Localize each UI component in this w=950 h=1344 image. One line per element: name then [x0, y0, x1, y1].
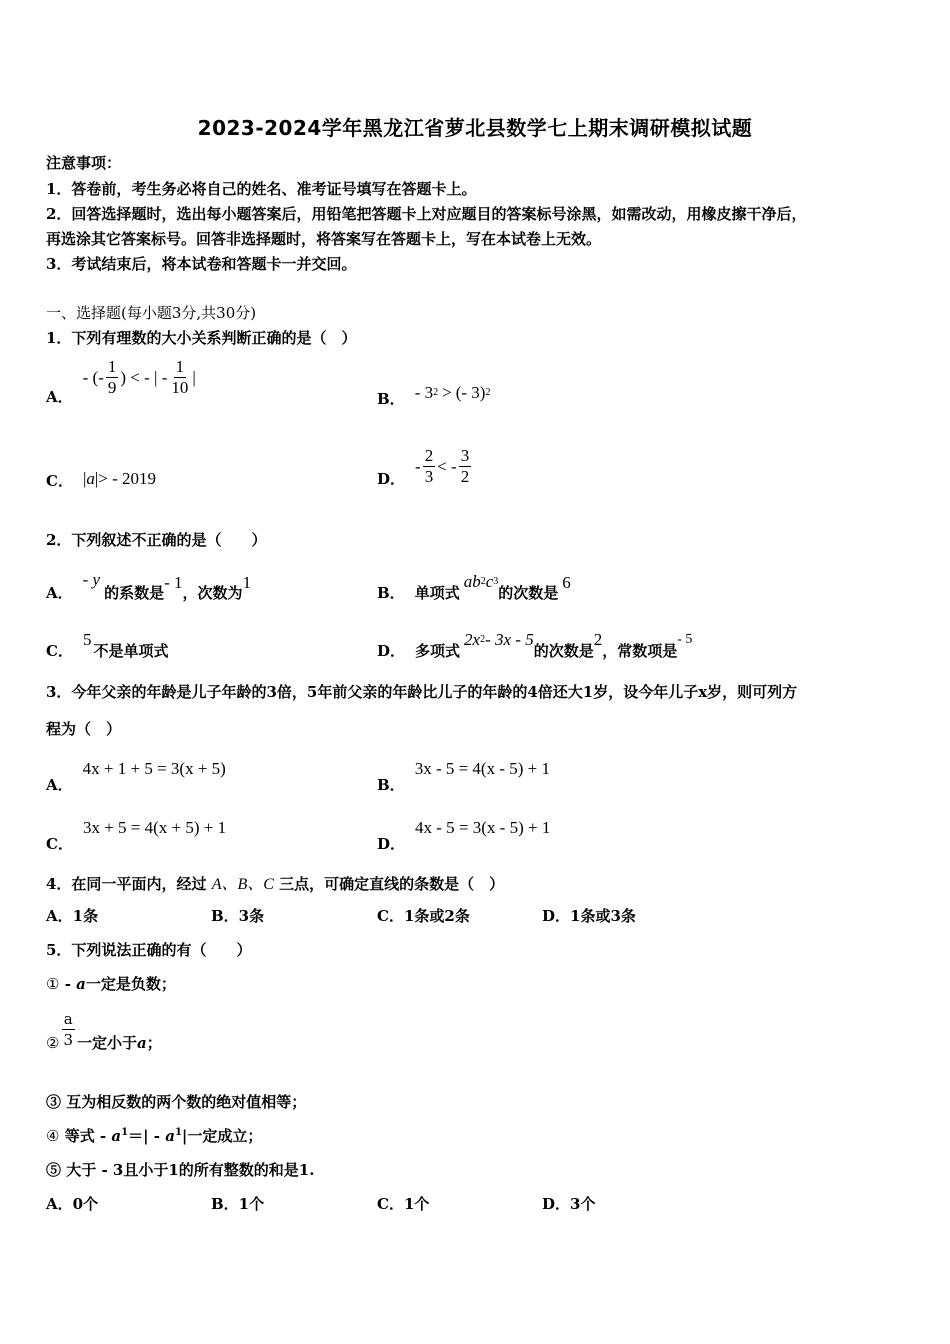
denominator: 3	[63, 1031, 73, 1049]
math-var: c	[485, 571, 494, 591]
equation: 3x - 5 = 4(x - 5) + 1	[414, 758, 551, 778]
notice-item-3: 3．考试结束后，将本试卷和答题卡一并交回。	[46, 255, 357, 273]
q2-option-c	[46, 624, 168, 661]
q4-option-a: A．1条	[46, 907, 99, 925]
fraction	[169, 357, 190, 398]
math-var: - 3x - 5	[485, 629, 534, 649]
math-term: - 1	[164, 572, 183, 592]
q4-option-c: C．1条或2条	[377, 907, 470, 925]
fraction	[106, 357, 119, 398]
option-label: C．	[46, 472, 73, 490]
exponent: 2	[485, 387, 491, 398]
q5-stem: 5．下列说法正确的有（ ）	[46, 941, 252, 959]
math-term: - a	[64, 975, 86, 993]
fraction	[61, 1009, 75, 1050]
circled-number: ④	[46, 1127, 60, 1145]
q3-stem-line2: 程为（ ）	[46, 720, 122, 738]
text-part: ，常数项是	[602, 642, 678, 660]
equation: 4x - 5 = 3(x - 5) + 1	[415, 817, 551, 837]
text-part: 4．在同一平面内，经过	[46, 875, 207, 893]
math-var: a	[165, 1127, 175, 1145]
expr-part: >	[442, 382, 452, 402]
text-part: |一定成立；	[181, 1127, 263, 1145]
q5-statement-1	[46, 973, 176, 994]
option-label: B．	[377, 584, 405, 602]
notice-item-2-cont: 再选涂其它答案标号。回答非选择题时，将答案写在答题卡上，写在本试卷上无效。	[46, 230, 602, 248]
denominator: 9	[107, 378, 117, 397]
exponent: 3	[493, 576, 499, 587]
section-heading: 一、选择题(每小题3分,共30分)	[46, 304, 257, 322]
q5-statement-4	[46, 1125, 262, 1146]
q5-option-a: A．0个	[46, 1195, 99, 1213]
q1-option-b	[377, 376, 490, 409]
q3-option-d	[377, 809, 550, 854]
text-part: 多项式	[415, 642, 461, 660]
q3-option-a	[46, 750, 226, 795]
expr-part: ) < - | -	[120, 367, 168, 387]
q1-stem: 1．下列有理数的大小关系判断正确的是（ ）	[46, 329, 357, 347]
numerator: 2	[424, 446, 434, 465]
q1-a-expr	[83, 357, 196, 398]
option-label: C．	[46, 642, 73, 660]
variable: a	[86, 468, 95, 488]
text-part: 三点，可确定直线的条数是（ ）	[279, 875, 505, 893]
math-var: a	[137, 1033, 147, 1052]
option-label: B．	[377, 776, 405, 794]
numerator: 1	[175, 357, 185, 376]
numerator: 1	[107, 357, 117, 376]
circled-number: ②	[46, 1033, 60, 1052]
q3-option-c	[46, 809, 226, 854]
exponent: 2	[433, 387, 439, 398]
expr-part: - 3	[414, 382, 434, 402]
math-term	[464, 630, 534, 650]
text-part: 等式 -	[64, 1127, 112, 1145]
option-label: A．	[46, 776, 73, 794]
option-label: D．	[377, 835, 406, 853]
expr-part: |> - 2019	[94, 468, 157, 488]
expr-part: < -	[437, 456, 457, 476]
numerator: 3	[460, 446, 470, 465]
expr-part: -	[415, 456, 421, 476]
denominator: 10	[171, 378, 189, 397]
q5-statement-3: ③ 互为相反数的两个数的绝对值相等；	[46, 1093, 307, 1111]
q3-option-b	[377, 750, 550, 795]
option-label: A．	[46, 388, 73, 406]
math-term: - y	[82, 569, 101, 589]
denominator: 2	[460, 467, 470, 486]
q1-option-a	[46, 358, 196, 407]
option-label: A．	[46, 584, 73, 602]
math-term: 5	[82, 629, 92, 649]
q5-option-d: D．3个	[542, 1195, 596, 1213]
numerator: a	[63, 1010, 73, 1028]
text-part: 一定小于	[77, 1034, 138, 1052]
math-term	[464, 572, 499, 592]
text-part: ＝| -	[128, 1127, 166, 1145]
math-term: 1	[242, 572, 252, 592]
q3-stem-line1: 3．今年父亲的年龄是儿子年龄的3倍，5年前父亲的年龄比儿子的年龄的4倍还大1岁，设今年儿子x岁，则可列方	[46, 683, 798, 701]
q1-d-expr	[415, 446, 473, 487]
q5-option-b: B．1个	[211, 1195, 265, 1213]
text-part: 一定是负数；	[85, 975, 176, 993]
q1-c-expr	[83, 469, 156, 489]
notice-item-2: 2．回答选择题时，选出每小题答案后，用铅笔把答题卡上对应题目的答案标号涂黑，如需改动，用橡皮擦干净后，	[46, 205, 807, 223]
option-label: C．	[46, 835, 73, 853]
q1-option-c	[46, 466, 156, 491]
equation: 4x + 1 + 5 = 3(x + 5)	[82, 758, 226, 778]
denominator: 3	[424, 467, 434, 486]
expr-part: |	[82, 468, 87, 488]
q4-option-d: D．1条或3条	[542, 907, 636, 925]
q5-statement-2	[46, 1006, 162, 1053]
expr-part: |	[192, 367, 196, 387]
exponent: 1	[174, 1127, 182, 1138]
notice-item-1: 1．答卷前，考生务必将自己的姓名、准考证号填写在答题卡上。	[46, 180, 477, 198]
math-term: - 5	[677, 631, 693, 647]
option-label: B．	[377, 390, 405, 408]
notice-heading: 注意事项：	[46, 154, 122, 172]
q2-option-b	[377, 566, 571, 603]
text-part: ，次数为	[182, 584, 243, 602]
text-part: 单项式	[414, 584, 460, 602]
q4-stem	[46, 871, 504, 894]
option-label: D．	[377, 642, 406, 660]
circled-number: ①	[46, 975, 60, 993]
exponent: 2	[480, 576, 486, 587]
page-title: 2023-2024学年黑龙江省萝北县数学七上期末调研模拟试题	[197, 116, 753, 140]
math-var: a	[111, 1127, 122, 1145]
text-part: ；	[146, 1034, 162, 1052]
q2-stem: 2．下列叙述不正确的是（ ）	[46, 531, 267, 549]
expr-part: - (-	[82, 367, 104, 387]
math-term: 2	[593, 629, 603, 649]
text-part: 的系数是	[104, 584, 165, 602]
q5-option-c: C．1个	[377, 1195, 430, 1213]
q1-b-expr	[415, 383, 491, 403]
math-points: A、B、C	[211, 876, 274, 893]
q2-option-d	[377, 624, 692, 661]
text-part: 的次数是	[533, 642, 594, 660]
q5-statement-5: ⑤ 大于 - 3且小于1的所有整数的和是1.	[46, 1161, 315, 1179]
math-var: ab	[463, 571, 481, 591]
equation: 3x + 5 = 4(x + 5) + 1	[82, 817, 227, 837]
math-var: 2x	[464, 629, 481, 649]
text-part: 不是单项式	[93, 642, 169, 660]
exponent: 2	[480, 634, 486, 645]
fraction	[459, 446, 472, 487]
fraction	[423, 446, 436, 487]
q4-option-b: B．3条	[211, 907, 265, 925]
q2-option-a	[46, 566, 251, 603]
text-part: 的次数是	[498, 584, 559, 602]
exponent: 1	[121, 1127, 129, 1138]
math-term: 6	[562, 572, 571, 592]
q1-option-d	[377, 444, 473, 489]
expr-part: (- 3)	[455, 382, 486, 402]
option-label: D．	[377, 470, 406, 488]
